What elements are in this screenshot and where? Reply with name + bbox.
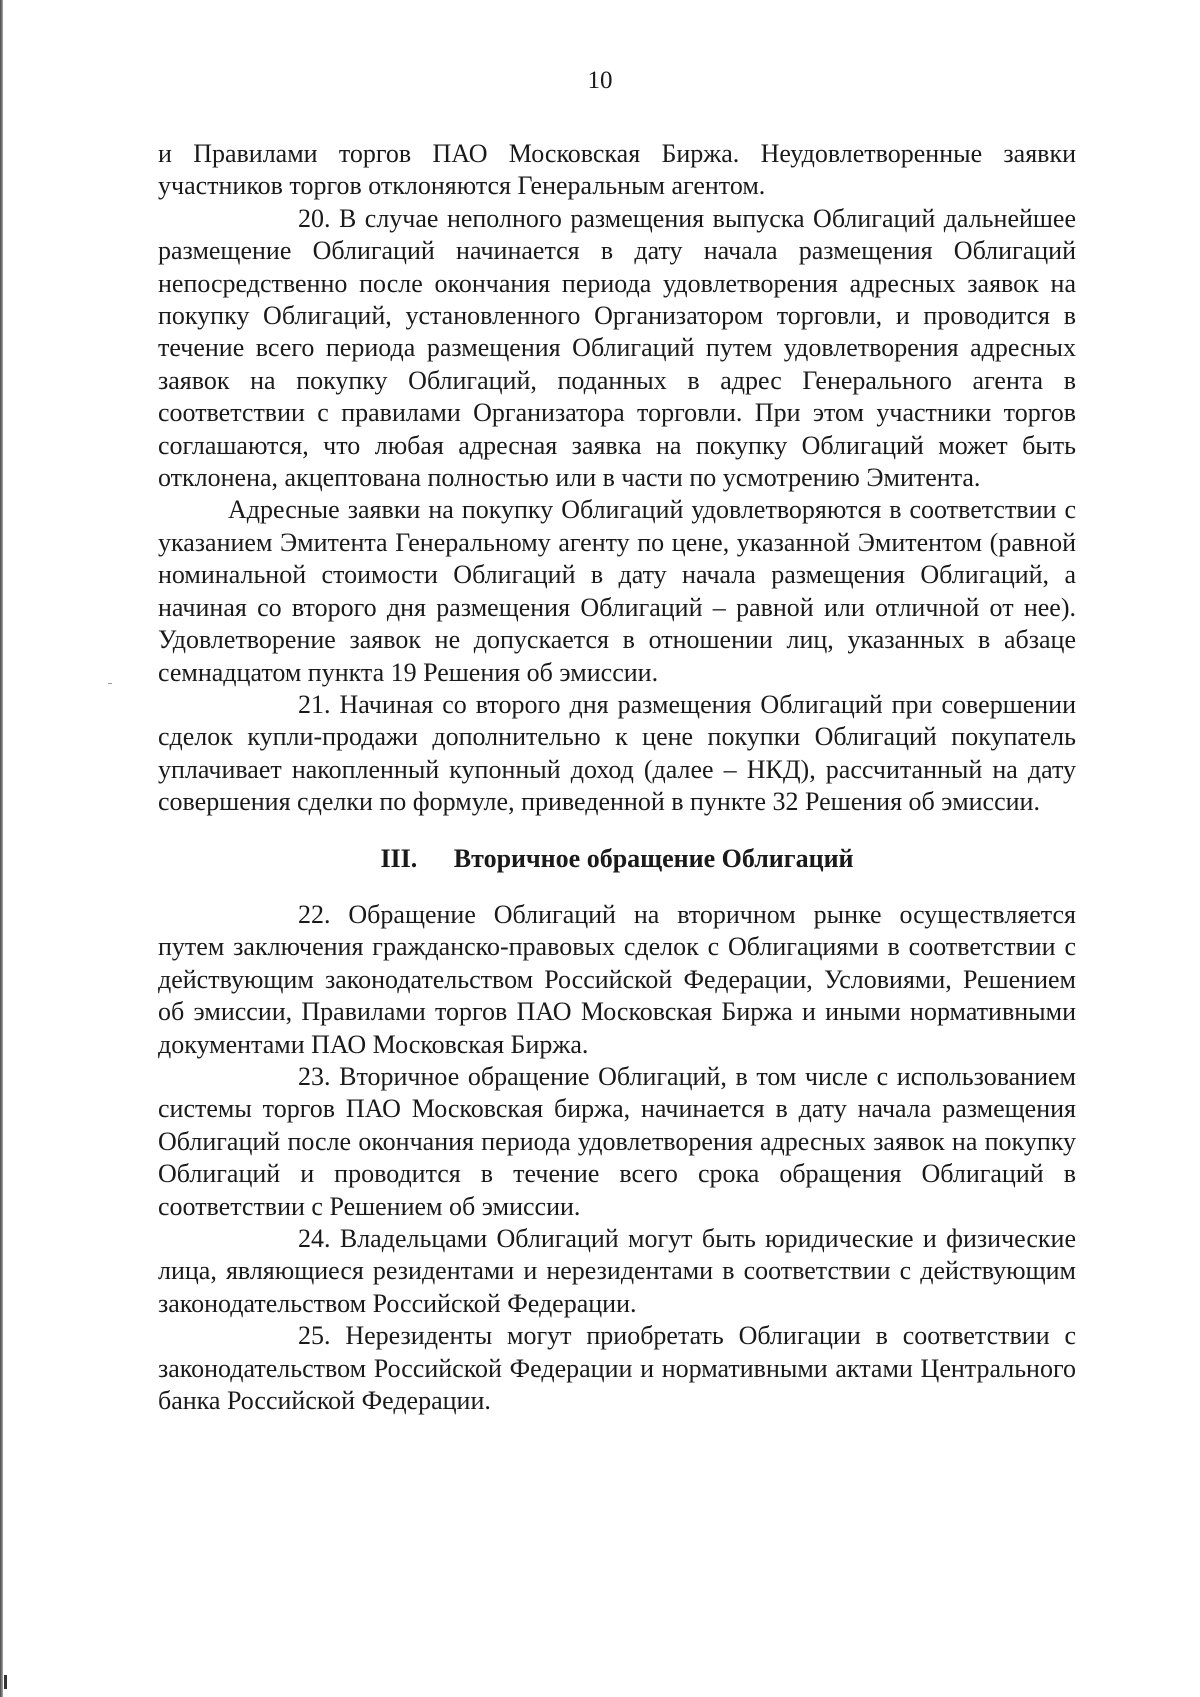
paragraph-25 bbox=[158, 1320, 1076, 1417]
section-title: Вторичное обращение Облигаций bbox=[453, 843, 854, 873]
paragraph-23 bbox=[158, 1061, 1076, 1223]
paragraph-text: и Правилами торгов ПАО Московская Биржа. Неудовлетворенные заявки участников торгов отклоняются Генеральным агентом. bbox=[158, 139, 1076, 201]
paragraph-text: Вторичное обращение Облигаций, в том числе с использованием системы торгов ПАО Московская биржа, начинается в дату начала размещения Облигаций после окончания периода удовлетворения адресных заявок на покупку Облигаций и проводится в течение всего срока обращения Облигаций в соответствии с Решением об эмиссии. bbox=[158, 1061, 1076, 1221]
paragraph-20 bbox=[158, 203, 1076, 495]
paragraph-20-subparagraph bbox=[158, 494, 1076, 688]
section-number: III. bbox=[380, 843, 418, 873]
paragraph-text: Адресные заявки на покупку Облигаций удовлетворяются в соответствии с указанием Эмитента Генеральному агенту по цене, указанной Эмитентом (равной номинальной стоимости Облигаций в дату начала размещения Облигаций, а начиная со второго дня размещения Облигаций – равной или отличной от нее). Удовлетворение заявок не допускается в отношении лиц, указанных в абзаце семнадцатом пункта 19 Решения об эмиссии. bbox=[158, 495, 1076, 687]
paragraph-number: 25. bbox=[298, 1321, 331, 1351]
paragraph-text: Нерезиденты могут приобретать Облигации в соответствии с законодательством Российской Федерации и нормативными актами Центрального банка Российской Федерации. bbox=[158, 1321, 1076, 1416]
paragraph-21 bbox=[158, 689, 1076, 819]
paragraph-number: 21. bbox=[298, 689, 331, 719]
paragraph-text: Обращение Облигаций на вторичном рынке осуществляется путем заключения гражданско-правовых сделок с Облигациями в соответствии с действующим законодательством Российской Федерации, Условиями, Решением об эмиссии, Правилами торгов ПАО Московская Биржа и иными нормативными документами ПАО Московская Биржа. bbox=[158, 899, 1076, 1059]
paragraph-text: Владельцами Облигаций могут быть юридические и физические лица, являющиеся резидентами и нерезидентами в соответствии с действующим законодательством Российской Федерации. bbox=[158, 1224, 1076, 1318]
page-number: 10 bbox=[587, 67, 613, 94]
scan-mark bbox=[108, 683, 112, 684]
paragraph-text: В случае неполного размещения выпуска Облигаций дальнейшее размещение Облигаций начинается в дату начала размещения Облигаций непосредственно после окончания периода удовлетворения адресных заявок на покупку Облигаций, установленного Организатором торговли, и проводится в течение всего периода размещения Облигаций путем удовлетворения адресных заявок на покупку Облигаций, поданных в адрес Генерального агента в соответствии с правилами Организатора торговли. При этом участники торгов соглашаются, что любая адресная заявка на покупку Облигаций может быть отклонена, акцептована полностью или в части по усмотрению Эмитента. bbox=[158, 203, 1077, 493]
paragraph-number: 22. bbox=[298, 899, 331, 929]
section-heading bbox=[158, 843, 1076, 875]
paragraph-24 bbox=[158, 1223, 1076, 1320]
document-body bbox=[158, 138, 1076, 1417]
paragraph-22 bbox=[158, 899, 1076, 1061]
scan-edge bbox=[0, 0, 3, 1697]
scan-mark bbox=[4, 1675, 7, 1689]
paragraph-continuation bbox=[158, 138, 1076, 203]
paragraph-text: Начиная со второго дня размещения Облигаций при совершении сделок купли-продажи дополнительно к цене покупки Облигаций покупатель уплачивает накопленный купонный доход (далее – НКД), рассчитанный на дату совершения сделки по формуле, приведенной в пункте 32 Решения об эмиссии. bbox=[158, 689, 1077, 817]
paragraph-number: 23. bbox=[298, 1061, 331, 1091]
paragraph-number: 20. bbox=[298, 203, 331, 233]
paragraph-number: 24. bbox=[298, 1224, 331, 1253]
